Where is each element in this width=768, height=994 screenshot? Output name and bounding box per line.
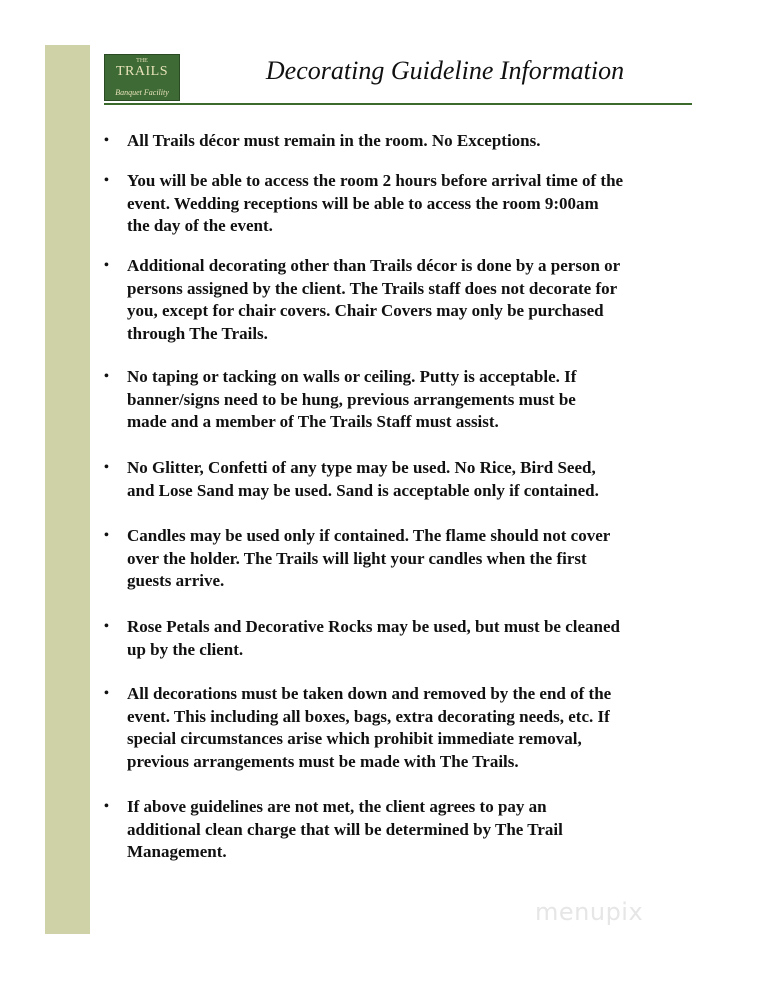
bullet-icon: •	[104, 619, 109, 634]
guideline-text: You will be able to access the room 2 hours before arrival time of the event. Wedding receptions will be able to access the room 9:00am the day of the event.	[127, 171, 624, 235]
guideline-text: No Glitter, Confetti of any type may be used. No Rice, Bird Seed, and Lose Sand may be used. Sand is acceptable only if contained.	[127, 458, 599, 500]
guideline-text: Additional decorating other than Trails décor is done by a person or persons assigned by the client. The Trails staff does not decorate for you, except for chair covers. Chair Covers may only be purchased through The Trails.	[127, 256, 621, 343]
logo-subtitle: Banquet Facility	[115, 88, 169, 97]
guideline-text: All Trails décor must remain in the room. No Exceptions.	[127, 131, 541, 150]
guideline-text: Rose Petals and Decorative Rocks may be used, but must be cleaned up by the client.	[127, 617, 620, 659]
bullet-icon: •	[104, 686, 109, 701]
logo-small-text: THE	[136, 58, 148, 64]
left-decorative-bar	[45, 45, 90, 934]
guideline-text: If above guidelines are not met, the client agrees to pay an additional clean charge that will be determined by The Trail Management.	[127, 797, 563, 861]
bullet-icon: •	[104, 258, 109, 273]
bullet-icon: •	[104, 528, 109, 543]
page-title: Decorating Guideline Information	[265, 56, 625, 85]
bullet-icon: •	[104, 799, 109, 814]
bullet-icon: •	[104, 173, 109, 188]
bullet-icon: •	[104, 460, 109, 475]
menupix-watermark: menupix	[535, 898, 644, 926]
logo-name: TRAILS	[116, 64, 168, 79]
title-divider	[104, 103, 692, 105]
guideline-text: All decorations must be taken down and removed by the end of the event. This including all boxes, bags, extra decorating needs, etc. If special circumstances arise which prohibit immediate removal, previous arrangements must be made with The Trails.	[127, 684, 612, 771]
bullet-icon: •	[104, 369, 109, 384]
trails-logo	[104, 54, 180, 101]
bullet-icon: •	[104, 133, 109, 148]
guideline-text: No taping or tacking on walls or ceiling. Putty is acceptable. If banner/signs need to be hung, previous arrangements must be made and a member of The Trails Staff must assist.	[127, 367, 577, 431]
guideline-text: Candles may be used only if contained. The flame should not cover over the holder. The Trails will light your candles when the first guests arrive.	[127, 526, 611, 590]
